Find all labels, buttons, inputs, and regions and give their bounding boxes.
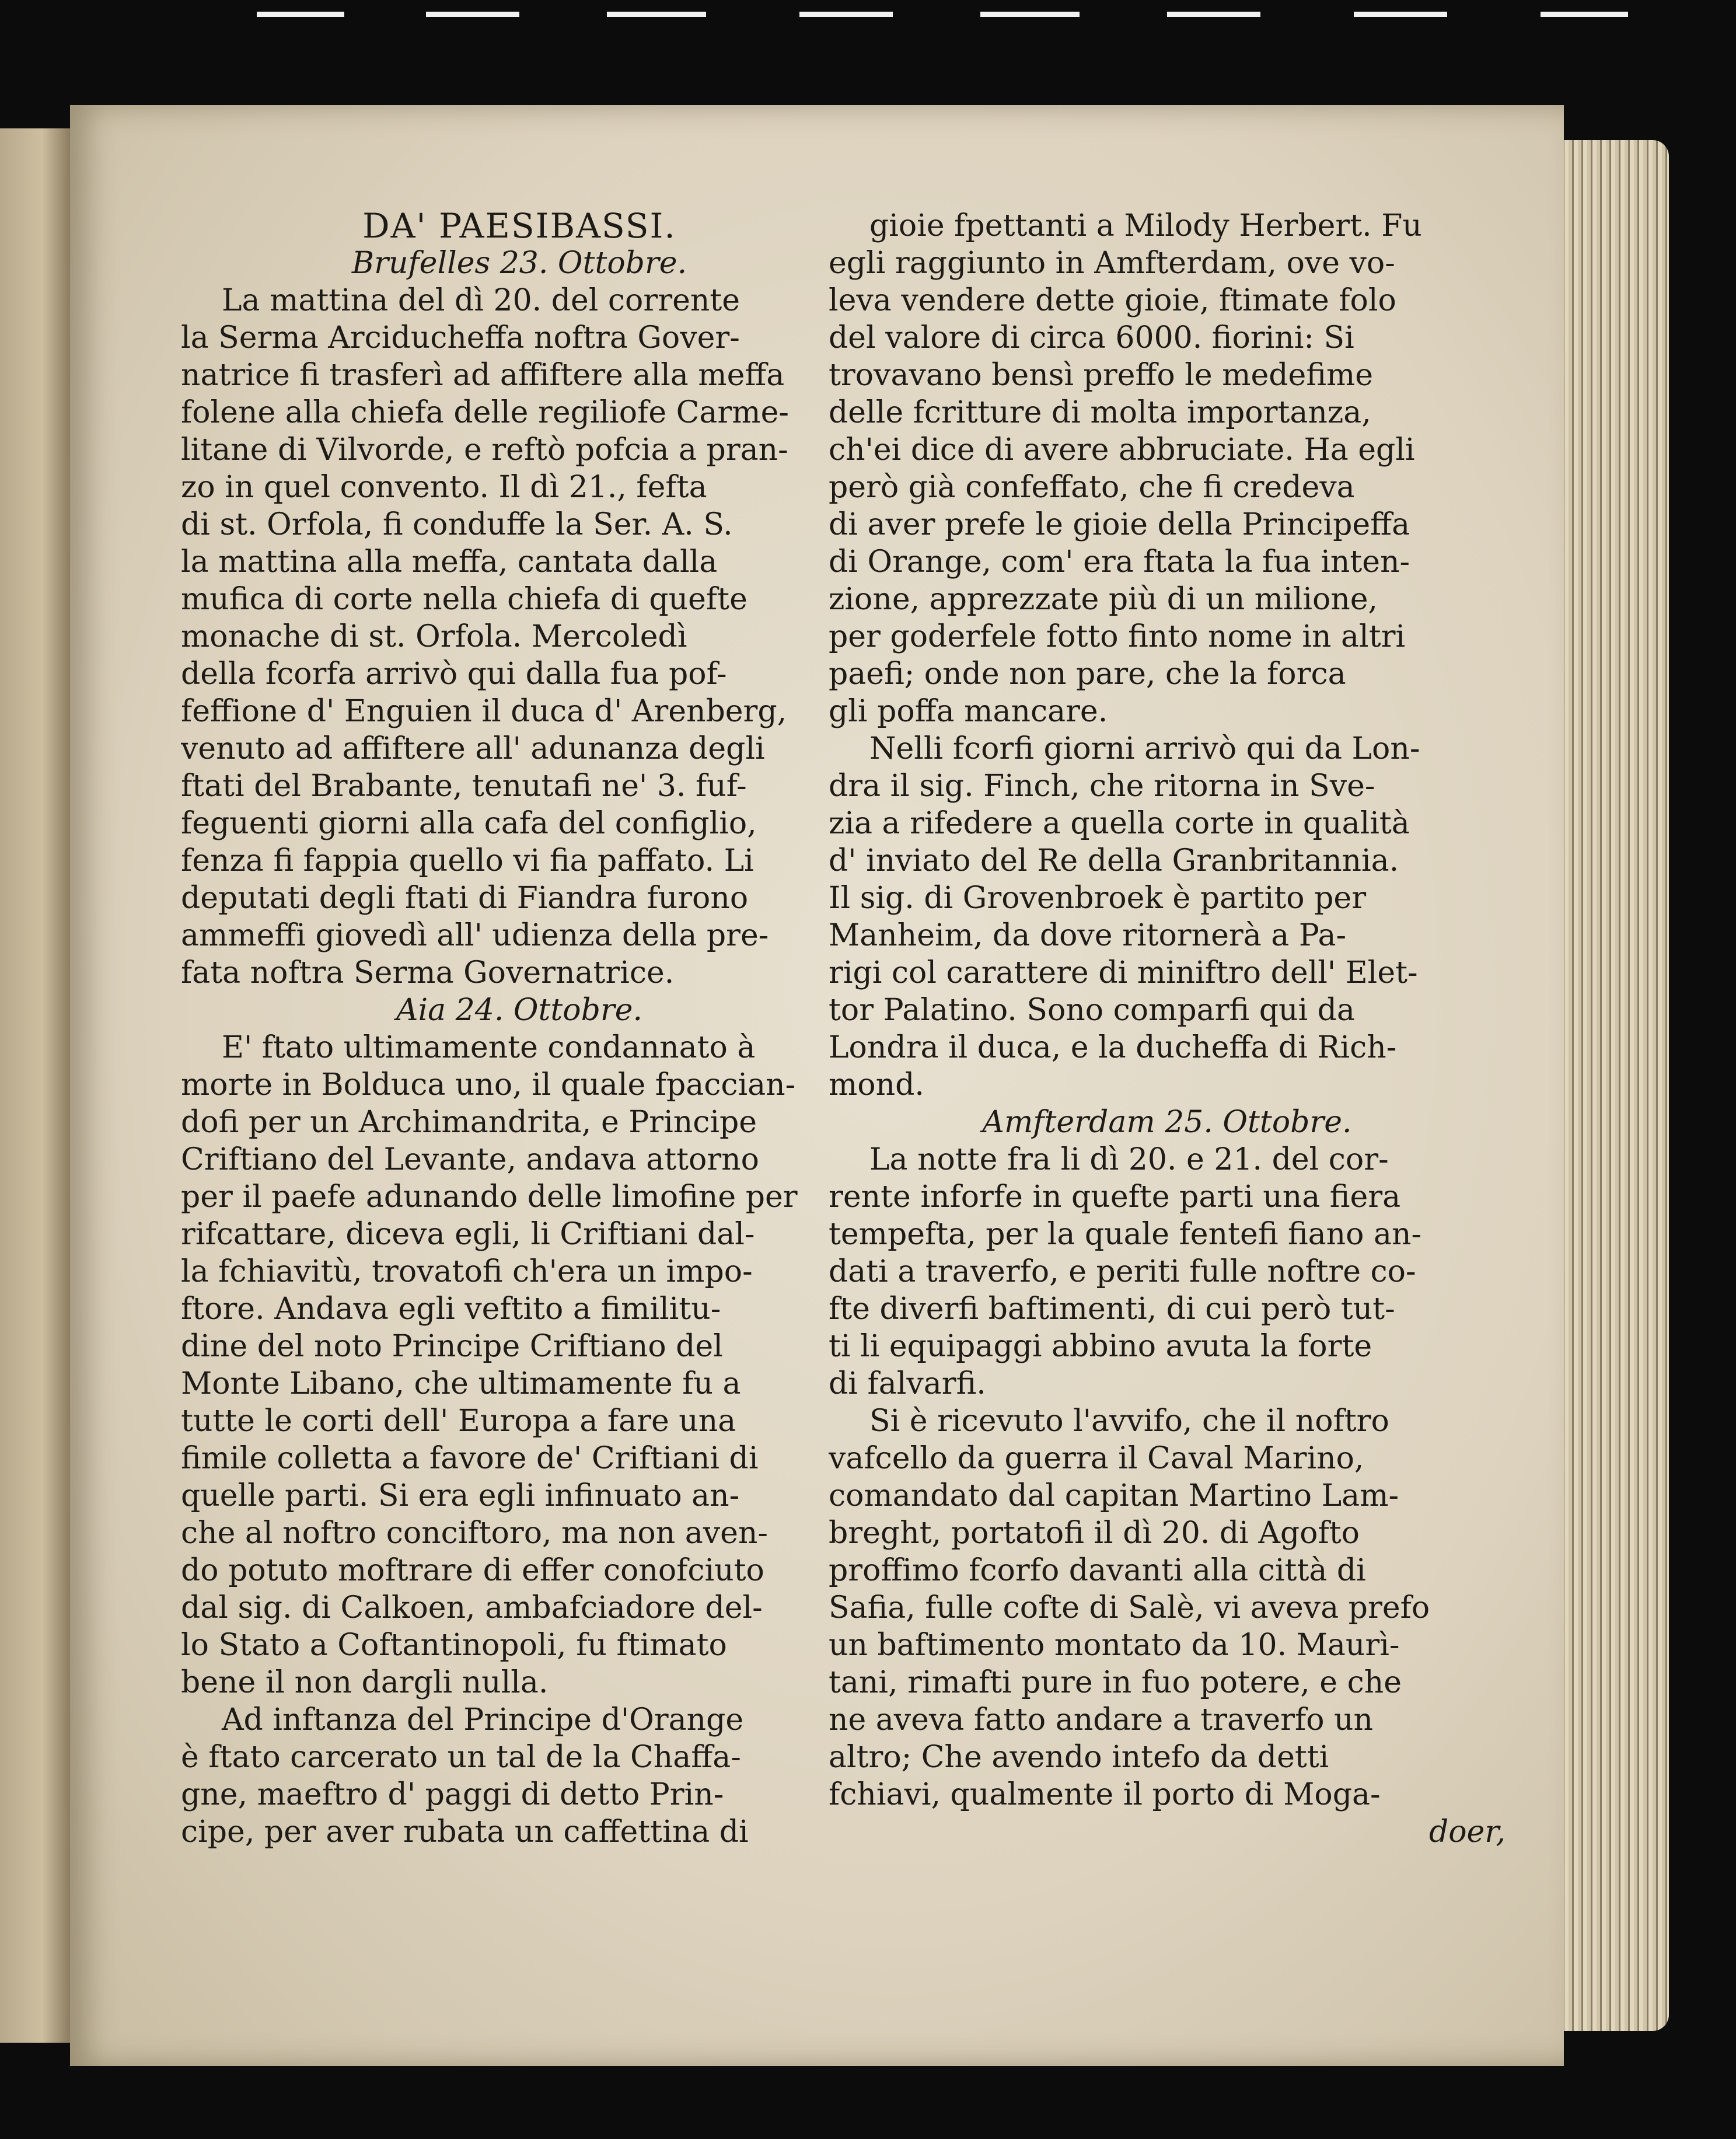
paragraph (181, 282, 858, 992)
text-line: dal sig. di Calkoen, ambafciadore del- (181, 1590, 763, 1625)
page (70, 105, 1564, 2066)
scanner-stripe (1541, 12, 1628, 17)
text-line: venuto ad affiftere all' adunanza degli (181, 731, 765, 766)
dateline-aia: Aia 24. Ottobre. (396, 993, 643, 1028)
text-line: trovavano bensì preffo le medefime (829, 358, 1374, 393)
paragraph (181, 1029, 858, 1701)
text-line: paefi; onde non pare, che la forca (829, 657, 1346, 692)
text-line: natrice fi trasferì ad affiftere alla meffa (181, 358, 785, 393)
scanner-stripe (799, 12, 893, 17)
text-line: mond. (829, 1067, 924, 1102)
left-column (181, 207, 858, 1851)
text-line: tempefta, per la quale fentefi fiano an- (829, 1217, 1422, 1252)
text-line: un baftimento montato da 10. Maurì- (829, 1628, 1400, 1663)
text-line: Nelli fcorfi giorni arrivò qui da Lon- (869, 731, 1420, 766)
text-line: egli raggiunto in Amfterdam, ove vo- (829, 246, 1395, 281)
text-line: fchiavi, qualmente il porto di Moga- (829, 1777, 1381, 1812)
text-line: feguenti giorni alla cafa del configlio, (181, 806, 757, 841)
text-line: ti li equipaggi abbino avuta la forte (829, 1329, 1372, 1364)
scanner-stripe (257, 12, 344, 17)
section-title: DA' PAESIBASSI. (362, 207, 676, 245)
text-line: Il sig. di Grovenbroek è partito per (829, 881, 1367, 916)
text-line: ch'ei dice di avere abbruciate. Ha egli (829, 432, 1415, 467)
text-line: La mattina del dì 20. del corrente (222, 283, 740, 318)
paragraph (181, 1701, 858, 1851)
text-line: Manheim, da dove ritornerà a Pa- (829, 918, 1347, 953)
text-line: bene il non dargli nulla. (181, 1665, 549, 1700)
text-line: leva vendere dette gioie, ftimate folo (829, 283, 1396, 318)
text-line: La notte fra li dì 20. e 21. del cor- (869, 1142, 1389, 1177)
text-line: rente inforfe in quefte parti una fiera (829, 1180, 1401, 1215)
text-line: delle fcritture di molta importanza, (829, 395, 1371, 430)
text-line: ftore. Andava egli veftito a fimilitu- (181, 1292, 721, 1327)
text-line: Monte Libano, che ultimamente fu a (181, 1366, 741, 1401)
text-line: do potuto moftrare di effer conofciuto (181, 1553, 764, 1588)
text-line: dofi per un Archimandrita, e Principe (181, 1105, 757, 1140)
text-line: Criftiano del Levante, andava attorno (181, 1142, 759, 1177)
dateline-brussels: Brufelles 23. Ottobre. (351, 246, 687, 281)
text-line: fata noftra Serma Governatrice. (181, 955, 675, 990)
text-line: per goderfele fotto finto nome in altri (829, 619, 1406, 654)
text-line: tani, rimafti pure in fuo potere, e che (829, 1665, 1402, 1700)
text-line: di aver prefe le gioie della Principeffa (829, 507, 1410, 542)
text-line: del valore di circa 6000. fiorini: Si (829, 320, 1354, 355)
text-line: ne aveva fatto andare a traverfo un (829, 1702, 1374, 1737)
text-line: che al noftro conciftoro, ma non aven- (181, 1516, 768, 1551)
text-line: tor Palatino. Sono comparfi qui da (829, 993, 1355, 1028)
text-line: della fcorfa arrivò qui dalla fua pof- (181, 657, 727, 692)
paragraph (829, 1402, 1506, 1813)
text-line: dine del noto Principe Criftiano del (181, 1329, 723, 1364)
text-line: però già confeffato, che fi credeva (829, 470, 1355, 505)
text-line: zione, apprezzate più di un milione, (829, 582, 1378, 617)
text-line: lo Stato a Coftantinopoli, fu ftimato (181, 1628, 727, 1663)
text-line: folene alla chiefa delle regiliofe Carme- (181, 395, 789, 430)
text-line: mufica di corte nella chiefa di quefte (181, 582, 748, 617)
text-line: deputati degli ftati di Fiandra furono (181, 881, 749, 916)
text-line: ftati del Brabante, tenutafi ne' 3. fuf- (181, 769, 747, 804)
text-line: per il paefe adunando delle limofine per (181, 1180, 798, 1215)
scanner-stripe (426, 12, 519, 17)
text-line: Ad inftanza del Principe d'Orange (222, 1702, 744, 1737)
text-line: cipe, per aver rubata un caffettina di (181, 1815, 749, 1850)
text-line: di st. Orfola, fi conduffe la Ser. A. S. (181, 507, 733, 542)
dateline-amsterdam: Amfterdam 25. Ottobre. (982, 1105, 1352, 1140)
text-line: gne, maeftro d' paggi di detto Prin- (181, 1777, 724, 1812)
text-line: d' inviato del Re della Granbritannia. (829, 843, 1399, 878)
text-line: ammeffi giovedì all' udienza della pre- (181, 918, 769, 953)
scanner-stripe (1354, 12, 1447, 17)
text-line: di falvarfi. (829, 1366, 986, 1401)
text-line: la mattina alla meffa, cantata dalla (181, 545, 718, 580)
text-line: Si è ricevuto l'avvifo, che il noftro (869, 1404, 1389, 1439)
text-line: gli poffa mancare. (829, 694, 1108, 729)
text-line: tutte le corti dell' Europa a fare una (181, 1404, 736, 1439)
text-line: la fchiavitù, trovatofi ch'era un impo- (181, 1254, 753, 1289)
text-line: E' ftato ultimamente condannato à (222, 1030, 756, 1065)
text-line: litane di Vilvorde, e reftò pofcia a pran- (181, 432, 788, 467)
text-line: Londra il duca, e la ducheffa di Rich- (829, 1030, 1397, 1065)
text-line: feffione d' Enguien il duca d' Arenberg, (181, 694, 787, 729)
text-line: monache di st. Orfola. Mercoledì (181, 619, 687, 654)
text-line: comandato dal capitan Martino Lam- (829, 1478, 1399, 1513)
text-line: rigi col carattere di miniftro dell' Elet- (829, 955, 1418, 990)
catchword: doer, (1428, 1815, 1506, 1850)
right-column (829, 207, 1506, 1851)
book-spread (0, 105, 1669, 2066)
text-line: proffimo fcorfo davanti alla città di (829, 1553, 1366, 1588)
text-line: zo in quel convento. Il dì 21., fefta (181, 470, 707, 505)
text-line: fimile colletta a favore de' Criftiani di (181, 1441, 759, 1476)
text-line: è ftato carcerato un tal de la Chaffa- (181, 1740, 741, 1775)
text-line: rifcattare, diceva egli, li Criftiani dal- (181, 1217, 755, 1252)
text-line: zia a rifedere a quella corte in qualità (829, 806, 1410, 841)
text-line: morte in Bolduca uno, il quale fpaccian- (181, 1067, 796, 1102)
text-line: vafcello da guerra il Caval Marino, (829, 1441, 1364, 1476)
paragraph (829, 1141, 1506, 1402)
text-line: fenza fi fappia quello vi fia paffato. Li (181, 843, 754, 878)
text-line: quelle parti. Si era egli infinuato an- (181, 1478, 740, 1513)
text-line: di Orange, com' era ftata la fua inten- (829, 545, 1410, 580)
text-line: la Serma Arciducheffa noftra Gover- (181, 320, 740, 355)
scanner-stripe (607, 12, 706, 17)
text-line: gioie fpettanti a Milody Herbert. Fu (869, 208, 1422, 243)
scanner-stripe (1167, 12, 1260, 17)
scanner-stripe (980, 12, 1080, 17)
text-line: dati a traverfo, e periti fulle noftre co- (829, 1254, 1416, 1289)
paragraph (829, 207, 1506, 730)
text-line: fte diverfi baftimenti, di cui però tut- (829, 1292, 1395, 1327)
text-line: altro; Che avendo intefo da detti (829, 1740, 1329, 1775)
text-line: Safia, fulle cofte di Salè, vi aveva prefo (829, 1590, 1430, 1625)
left-page-edge (0, 128, 70, 2043)
text-line: dra il sig. Finch, che ritorna in Sve- (829, 769, 1375, 804)
paragraph (829, 730, 1506, 1104)
text-line: breght, portatofi il dì 20. di Agofto (829, 1516, 1360, 1551)
